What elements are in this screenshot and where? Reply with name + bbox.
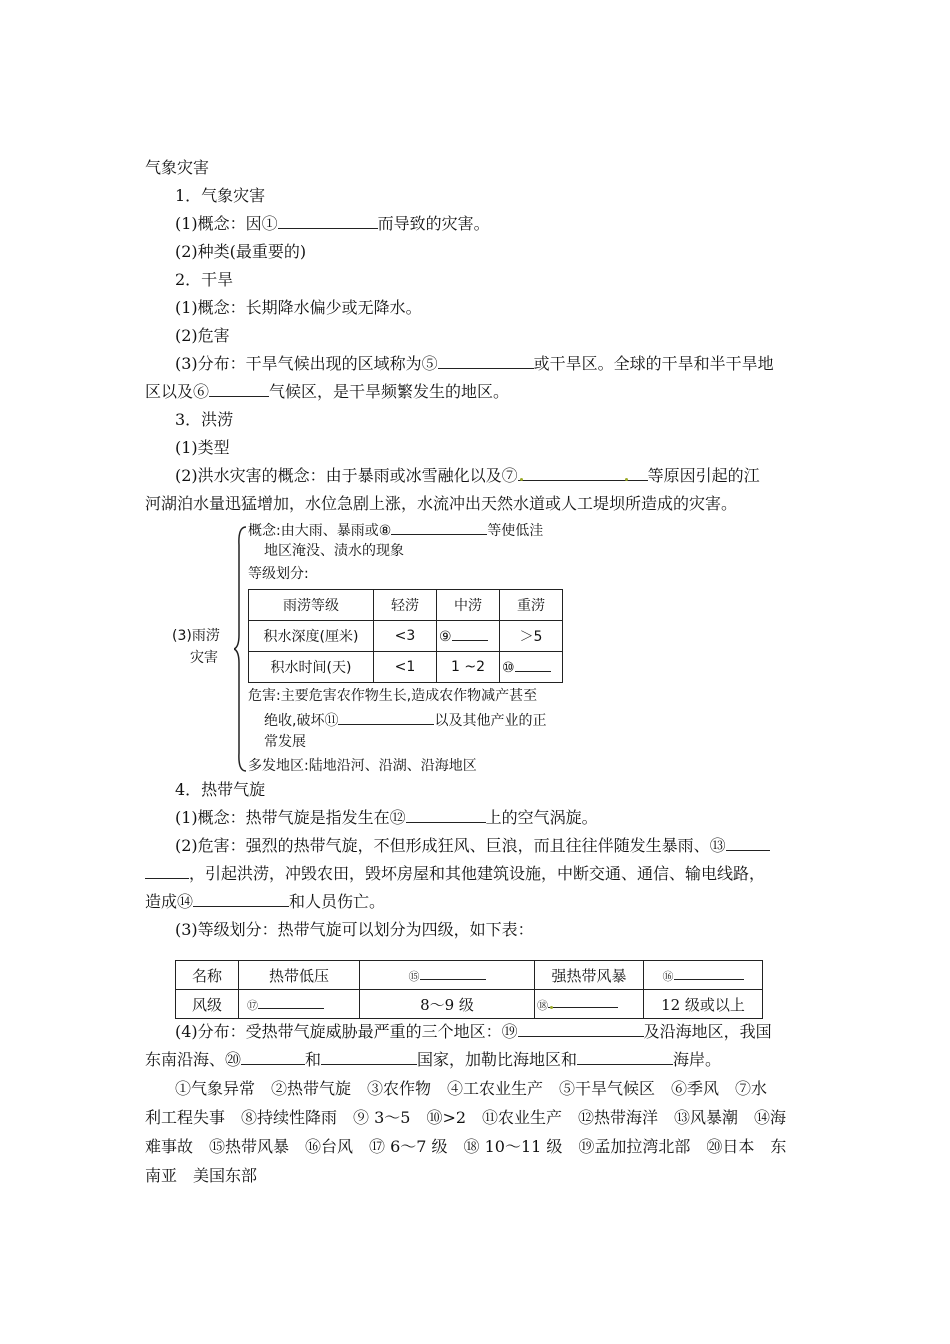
table-row — [249, 621, 563, 652]
s1-concept-text-a: (1)概念：因① — [175, 214, 278, 233]
answer-blank-10[interactable] — [515, 659, 551, 672]
answer-blank-9[interactable] — [452, 628, 488, 641]
s4-harm-b: ，引起洪涝，冲毁农田，毁坏房屋和其他建筑设施，中断交通、通信、输电线路， — [189, 864, 766, 883]
rainlog-harm-a: 危害:主要危害农作物生长,造成农作物减产甚至 — [248, 688, 538, 704]
s4-harm-line-2 — [145, 863, 765, 885]
s4-dist-c: 东南沿海、⑳ — [145, 1050, 242, 1069]
table-cell — [644, 961, 763, 990]
s4-dist-d: 和 — [305, 1050, 322, 1069]
s4-dist-line-1 — [175, 1021, 772, 1043]
s2-dist-text-a: (3)分布：干旱气候出现的区域称为⑤ — [175, 354, 438, 373]
s1-types: (2)种类(最重要的) — [175, 242, 307, 261]
section-3-heading: 3．洪涝 — [175, 410, 234, 429]
table-cell — [535, 990, 644, 1019]
rainlog-harm-d: 常发展 — [264, 734, 306, 750]
s1-concept-text-b: 而导致的灾害。 — [377, 214, 490, 233]
rainlog-concept-c: 地区淹没、渍水的现象 — [264, 543, 404, 559]
s3-flood-line-1 — [175, 465, 760, 487]
answer-blank-16[interactable] — [674, 967, 744, 980]
table-cell: 12 级或以上 — [644, 990, 763, 1019]
table-cell: 名称 — [176, 961, 239, 990]
s4-concept-line — [175, 807, 598, 829]
table-cell: 风级 — [176, 990, 239, 1019]
answer-blank-20a[interactable] — [241, 1049, 305, 1065]
answers-line-3: 难事故 ⑮热带风暴 ⑯台风 ⑰ 6～7 级 ⑱ 10～11 级 ⑲孟加拉湾北部 ⑳日本 东 — [145, 1137, 787, 1156]
answer-blank-15[interactable] — [420, 967, 486, 980]
answer-blank-11[interactable] — [338, 710, 434, 725]
s4-concept-a: (1)概念：热带气旋是指发生在⑫ — [175, 808, 406, 827]
table-cell: 1 ~2 — [437, 652, 500, 683]
answer-blank-18[interactable] — [548, 995, 618, 1008]
rainlog-concept-a: 概念:由大雨、暴雨或⑧ — [248, 523, 392, 539]
s4-concept-b: 上的空气涡旋。 — [485, 808, 598, 827]
table-cell: 积水深度(厘米) — [249, 621, 374, 652]
answers-line-1: ①气象异常 ②热带气旋 ③农作物 ④工农业生产 ⑤干旱气候区 ⑥季风 ⑦水 — [175, 1079, 768, 1098]
table-header: 轻涝 — [374, 590, 437, 621]
answer-blank-1[interactable] — [278, 213, 378, 229]
s1-concept-line — [175, 213, 490, 235]
rainlog-harm-line-2 — [264, 710, 546, 730]
answer-blank-6[interactable] — [209, 381, 269, 397]
rainlog-side-label-1: (3)雨涝 — [172, 628, 220, 644]
answer-blank-14[interactable] — [193, 891, 289, 907]
table-cell: 8～9 级 — [360, 990, 535, 1019]
answer-blank-5[interactable] — [438, 353, 534, 369]
s4-harm-line-1 — [175, 835, 770, 857]
s3-flood-line-2: 河湖泊水量迅猛增加，水位急剧上涨，水流冲出天然水道或人工堤坝所造成的灾害。 — [145, 494, 738, 513]
s2-dist-line-1 — [175, 353, 774, 375]
answer-blank-20c[interactable] — [577, 1049, 673, 1065]
page-title: 气象灾害 — [145, 158, 210, 177]
s4-harm-d: 和人员伤亡。 — [289, 892, 386, 911]
circled-number: ⑰ — [247, 999, 258, 1012]
rainlog-harm-b: 绝收,破坏⑪ — [264, 713, 339, 729]
s2-dist-line-2 — [145, 381, 509, 403]
answer-blank-13b[interactable] — [145, 863, 189, 879]
s2-dist-text-c: 区以及⑥ — [145, 382, 210, 401]
rainlog-figure — [172, 517, 592, 779]
table-row — [249, 652, 563, 683]
table-cell — [500, 652, 563, 683]
rainlog-concept-b: 等使低洼 — [487, 523, 544, 539]
s2-harm: (2)危害 — [175, 326, 230, 345]
table-row — [249, 590, 563, 621]
answers-line-2: 利工程失事 ⑧持续性降雨 ⑨ 3～5 ⑩>2 ⑪农业生产 ⑫热带海洋 ⑬风暴潮 ⑭海 — [145, 1108, 787, 1127]
answer-blank-17[interactable] — [258, 996, 324, 1009]
mark-dot — [520, 478, 523, 481]
mark-dot — [625, 478, 628, 481]
mark-dot — [550, 1006, 553, 1009]
s4-dist-e: 国家，加勒比海地区和 — [417, 1050, 578, 1069]
table-header: 重涝 — [500, 590, 563, 621]
s2-dist-text-b: 或干旱区。全球的干旱和半干旱地 — [533, 354, 774, 373]
rainlog-grade-table — [248, 589, 563, 683]
table-cell — [360, 961, 535, 990]
table-cell: <3 — [374, 621, 437, 652]
answer-blank-13a[interactable] — [726, 835, 770, 851]
cyclone-grade-table — [175, 960, 763, 1019]
s3-types: (1)类型 — [175, 438, 230, 457]
rainlog-grade-label: 等级划分: — [248, 566, 309, 582]
circled-number: ⑩ — [502, 659, 515, 676]
table-cell: ＞5 — [500, 621, 563, 652]
table-cell: 积水时间(天) — [249, 652, 374, 683]
rainlog-side-label-2: 灾害 — [190, 650, 218, 666]
s2-dist-text-d: 气候区，是干旱频繁发生的地区。 — [269, 382, 510, 401]
circled-number: ⑯ — [662, 970, 674, 983]
table-header: 雨涝等级 — [249, 590, 374, 621]
answer-blank-12[interactable] — [406, 807, 486, 823]
circled-number: ⑨ — [439, 628, 452, 645]
s4-harm-line-3 — [145, 891, 385, 913]
table-row — [176, 961, 763, 990]
rainlog-harm-c: 以及其他产业的正 — [434, 713, 547, 729]
table-row — [176, 990, 763, 1019]
s4-grade: (3)等级划分：热带气旋可以划分为四级，如下表： — [175, 920, 534, 939]
s2-concept: (1)概念：长期降水偏少或无降水。 — [175, 298, 422, 317]
s4-dist-b: 及沿海地区，我国 — [643, 1022, 772, 1041]
answer-blank-7[interactable] — [518, 465, 648, 481]
s4-harm-c: 造成⑭ — [145, 892, 194, 911]
table-cell — [437, 621, 500, 652]
answer-blank-19[interactable] — [518, 1021, 644, 1037]
answers-line-4: 南亚 美国东部 — [145, 1166, 258, 1185]
section-4-heading: 4．热带气旋 — [175, 780, 266, 799]
table-cell: 强热带风暴 — [535, 961, 644, 990]
s4-dist-line-2 — [145, 1049, 721, 1071]
s4-dist-a: (4)分布：受热带气旋威胁最严重的三个地区：⑲ — [175, 1022, 518, 1041]
table-cell: 热带低压 — [239, 961, 360, 990]
s3-flood-text-b: 等原因引起的江 — [647, 466, 760, 485]
section-2-heading: 2．干旱 — [175, 270, 234, 289]
s3-flood-text-a: (2)洪水灾害的概念：由于暴雨或冰雪融化以及⑦ — [175, 466, 518, 485]
s4-harm-a: (2)危害：强烈的热带气旋，不但形成狂风、巨浪，而且往往伴随发生暴雨、⑬ — [175, 836, 726, 855]
curly-brace — [234, 525, 248, 775]
table-cell — [239, 990, 360, 1019]
table-cell: <1 — [374, 652, 437, 683]
rainlog-areas: 多发地区:陆地沿河、沿湖、沿海地区 — [248, 758, 477, 774]
rainlog-concept-line — [248, 520, 543, 540]
table-header: 中涝 — [437, 590, 500, 621]
s4-dist-f: 海岸。 — [673, 1050, 722, 1069]
answer-blank-8[interactable] — [391, 520, 487, 535]
answer-blank-20b[interactable] — [321, 1049, 417, 1065]
circled-number: ⑱ — [537, 999, 548, 1012]
circled-number: ⑮ — [408, 970, 420, 983]
section-1-heading: 1．气象灾害 — [175, 186, 266, 205]
